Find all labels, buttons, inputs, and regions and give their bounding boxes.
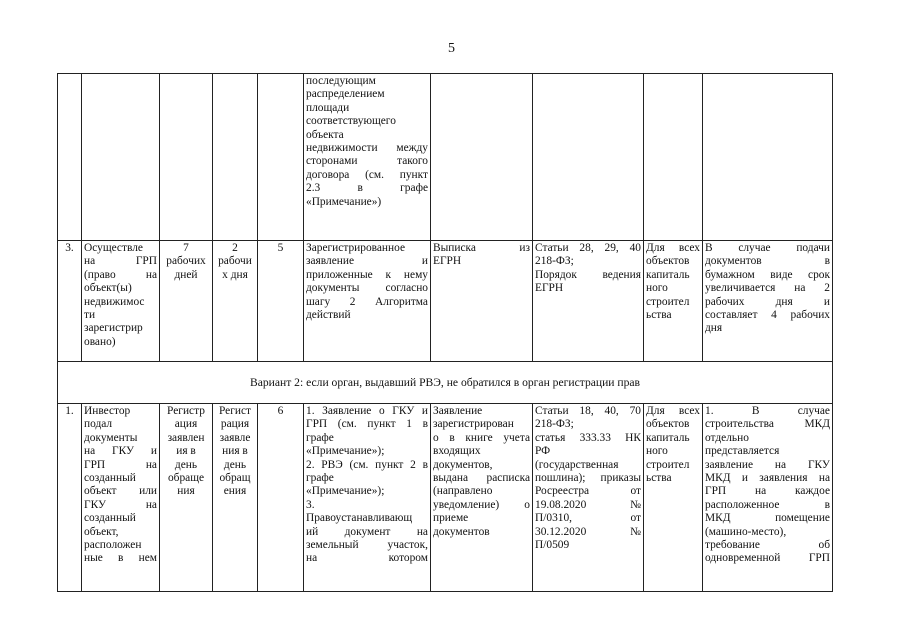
cell-term-2 bbox=[213, 74, 258, 241]
table-row-3 bbox=[58, 241, 833, 362]
cell-basis: Статьи 28, 29, 40 218-ФЗ; Порядок ведения ЕГРН bbox=[533, 241, 644, 362]
cell-term-1: Регистр ация заявлен ия в день обраще ния bbox=[160, 404, 213, 592]
cell-docs: Зарегистрированное заявление и приложенные к нему документы согласно шагу 2 Алгоритма действий bbox=[304, 241, 431, 362]
table-row-1 bbox=[58, 404, 833, 592]
cell-basis: Статьи 18, 40, 70 218-ФЗ; статья 333.33 НК РФ (государственная пошлина); приказы Росреестра от 19.08.2020 № П/0310, от 30.12.2020 № П/0509 bbox=[533, 404, 644, 592]
cell-docs: последующим распределением площади соответствующего объекта недвижимости между сторонами такого договора (см. пункт 2.3 в графе «Примечание») bbox=[304, 74, 431, 241]
cell-note: В случае подачи документов в бумажном виде срок увеличивается на 2 рабочих дня и составляет 4 рабочих дня bbox=[703, 241, 833, 362]
table-row-continuation bbox=[58, 74, 833, 241]
cell-note: 1. В случае строительства МКД отдельно представляется заявление на ГКУ МКД и заявления на ГРП на каждое расположенное в МКД помещение (машино-место), требование об одновременной ГРП bbox=[703, 404, 833, 592]
cell-step bbox=[258, 74, 304, 241]
cell-result: Заявление зарегистрирован о в книге учета входящих документов, выдана расписка (направлено уведомление) о приеме документов bbox=[431, 404, 533, 592]
procedure-table bbox=[57, 73, 833, 592]
cell-action: Осуществле на ГРП (право на объект(ы) недвижимос ти зарегистрир овано) bbox=[82, 241, 160, 362]
cell-term-1: 7 рабочих дней bbox=[160, 241, 213, 362]
cell-result: Выписка из ЕГРН bbox=[431, 241, 533, 362]
cell-num: 1. bbox=[58, 404, 82, 592]
cell-num: 3. bbox=[58, 241, 82, 362]
cell-action bbox=[82, 74, 160, 241]
page-number: 5 bbox=[448, 41, 455, 56]
cell-term-2: 2 рабочи х дня bbox=[213, 241, 258, 362]
cell-step: 6 bbox=[258, 404, 304, 592]
cell-result bbox=[431, 74, 533, 241]
cell-note bbox=[703, 74, 833, 241]
cell-term-1 bbox=[160, 74, 213, 241]
cell-term-2: Регист рация заявле ния в день обращ ения bbox=[213, 404, 258, 592]
cell-docs: 1. Заявление о ГКУ и ГРП (см. пункт 1 в графе «Примечание»); 2. РВЭ (см. пункт 2 в графе «Примечание»); 3. Правоустанавливающ ий документ на земельный участок, на котором bbox=[304, 404, 431, 592]
table-row-variant-heading bbox=[58, 362, 833, 404]
cell-basis bbox=[533, 74, 644, 241]
cell-step: 5 bbox=[258, 241, 304, 362]
cell-objects: Для всех объектов капиталь ного строител ьства bbox=[644, 404, 703, 592]
variant-heading: Вариант 2: если орган, выдавший РВЭ, не обратился в орган регистрации прав bbox=[58, 362, 833, 404]
cell-objects bbox=[644, 74, 703, 241]
cell-action: Инвестор подал документы на ГКУ и ГРП на созданный объект или ГКУ на созданный объект, расположен ные в нем bbox=[82, 404, 160, 592]
cell-objects: Для всех объектов капиталь ного строител ьства bbox=[644, 241, 703, 362]
cell-num bbox=[58, 74, 82, 241]
